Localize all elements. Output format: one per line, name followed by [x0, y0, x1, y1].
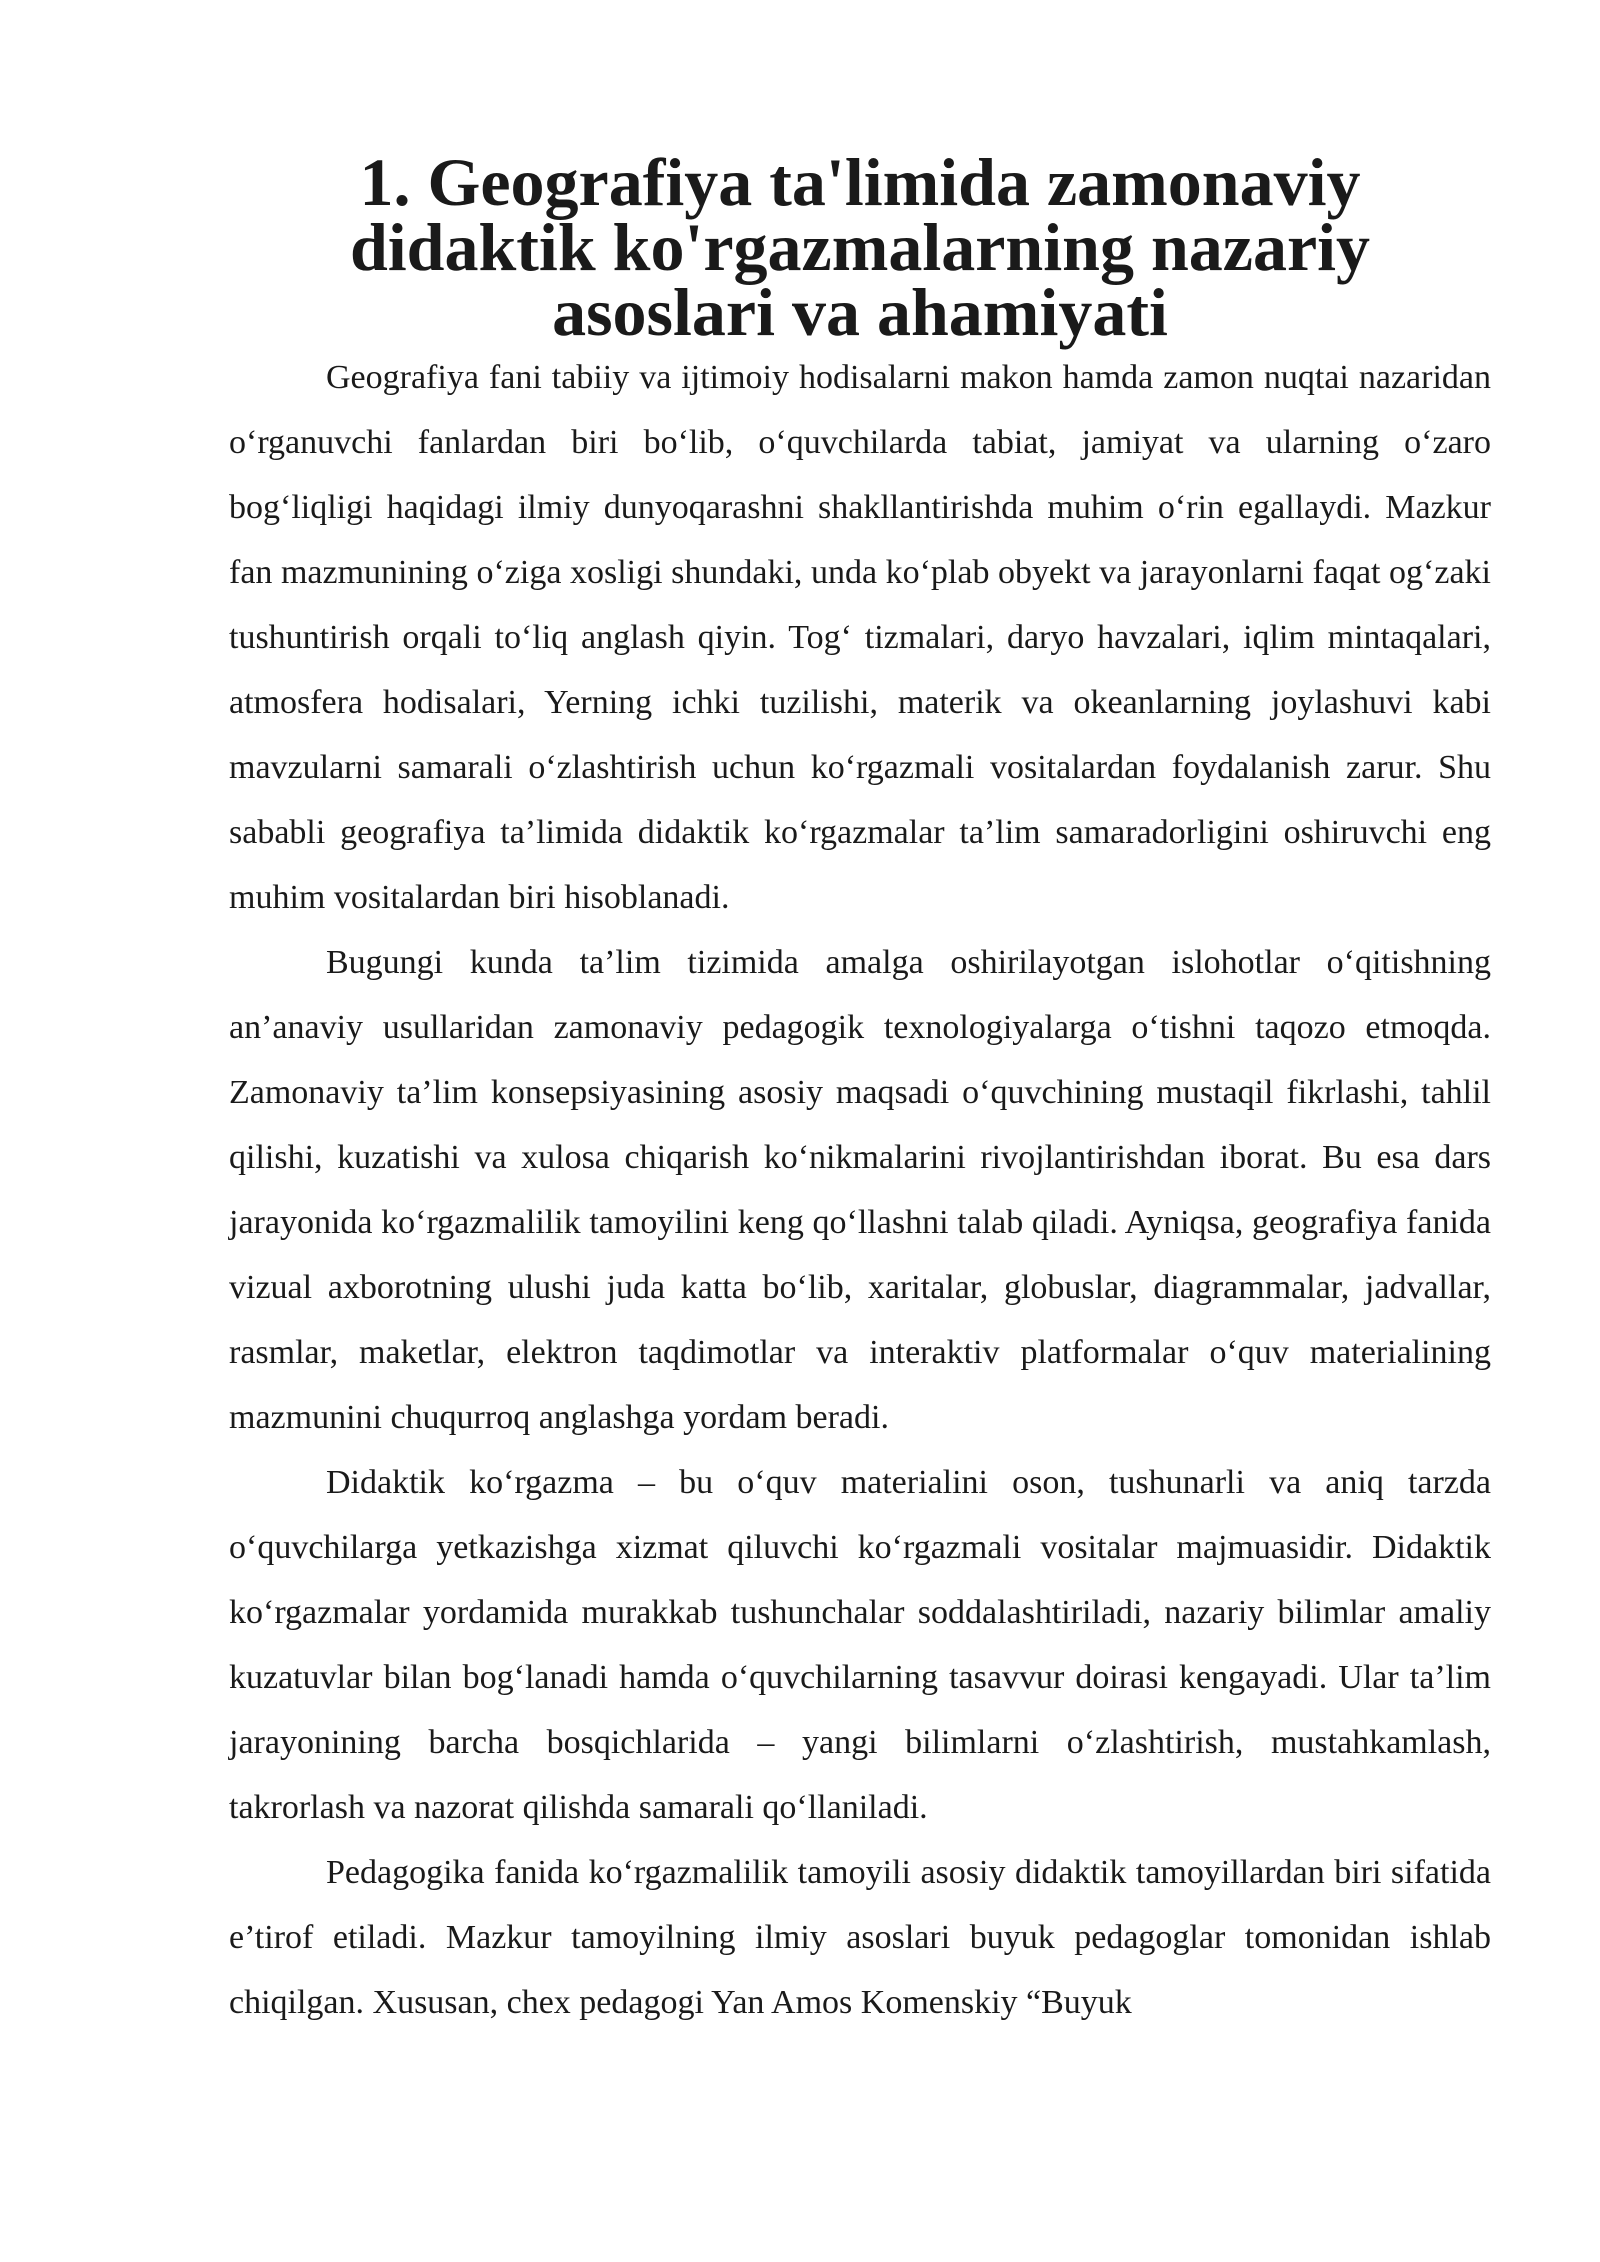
- paragraph-1: Geografiya fani tabiiy va ijtimoiy hodisalarni makon hamda zamon nuqtai nazaridan o‘rganuvchi fanlardan biri bo‘lib, o‘quvchilarda tabiat, jamiyat va ularning o‘zaro bog‘liqligi haqidagi ilmiy dunyoqarashni shakllantirishda muhim o‘rin egallaydi. Mazkur fan mazmunining o‘ziga xosligi shundaki, unda ko‘plab obyekt va jarayonlarni faqat og‘zaki tushuntirish orqali to‘liq anglash qiyin. Tog‘ tizmalari, daryo havzalari, iqlim mintaqalari, atmosfera hodisalari, Yerning ichki tuzilishi, materik va okeanlarning joylashuvi kabi mavzularni samarali o‘zlashtirish uchun ko‘rgazmali vositalardan foydalanish zarur. Shu sababli geografiya ta’limida didaktik ko‘rgazmalar ta’lim samaradorligini oshiruvchi eng muhim vositalardan biri hisoblanadi.: [229, 359, 1491, 916]
- document-page: [229, 144, 1491, 2035]
- section-heading: 1. Geografiya ta'limida zamonaviy didaktik ko'rgazmalarning nazariy asoslari va ahamiyati: [349, 144, 1371, 350]
- paragraph-3: Didaktik ko‘rgazma – bu o‘quv materialini oson, tushunarli va aniq tarzda o‘quvchilarga yetkazishga xizmat qiluvchi ko‘rgazmali vositalar majmuasidir. Didaktik ko‘rgazmalar yordamida murakkab tushunchalar soddalashtiriladi, nazariy bilimlar amaliy kuzatuvlar bilan bog‘lanadi hamda o‘quvchilarning tasavvur doirasi kengayadi. Ular ta’lim jarayonining barcha bosqichlarida – yangi bilimlarni o‘zlashtirish, mustahkamlash, takrorlash va nazorat qilishda samarali qo‘llaniladi.: [229, 1464, 1491, 1826]
- paragraph-2: Bugungi kunda ta’lim tizimida amalga oshirilayotgan islohotlar o‘qitishning an’anaviy usullaridan zamonaviy pedagogik texnologiyalarga o‘tishni taqozo etmoqda. Zamonaviy ta’lim konsepsiyasining asosiy maqsadi o‘quvchining mustaqil fikrlashi, tahlil qilishi, kuzatishi va xulosa chiqarish ko‘nikmalarini rivojlantirishdan iborat. Bu esa dars jarayonida ko‘rgazmalilik tamoyilini keng qo‘llashni talab qiladi. Ayniqsa, geografiya fanida vizual axborotning ulushi juda katta bo‘lib, xaritalar, globuslar, diagrammalar, jadvallar, rasmlar, maketlar, elektron taqdimotlar va interaktiv platformalar o‘quv materialining mazmunini chuqurroq anglashga yordam beradi.: [229, 944, 1491, 1436]
- paragraph-4: Pedagogika fanida ko‘rgazmalilik tamoyili asosiy didaktik tamoyillardan biri sifatida e’tirof etiladi. Mazkur tamoyilning ilmiy asoslari buyuk pedagoglar tomonidan ishlab chiqilgan. Xususan, chex pedagogi Yan Amos Komenskiy “Buyuk: [229, 1854, 1491, 2021]
